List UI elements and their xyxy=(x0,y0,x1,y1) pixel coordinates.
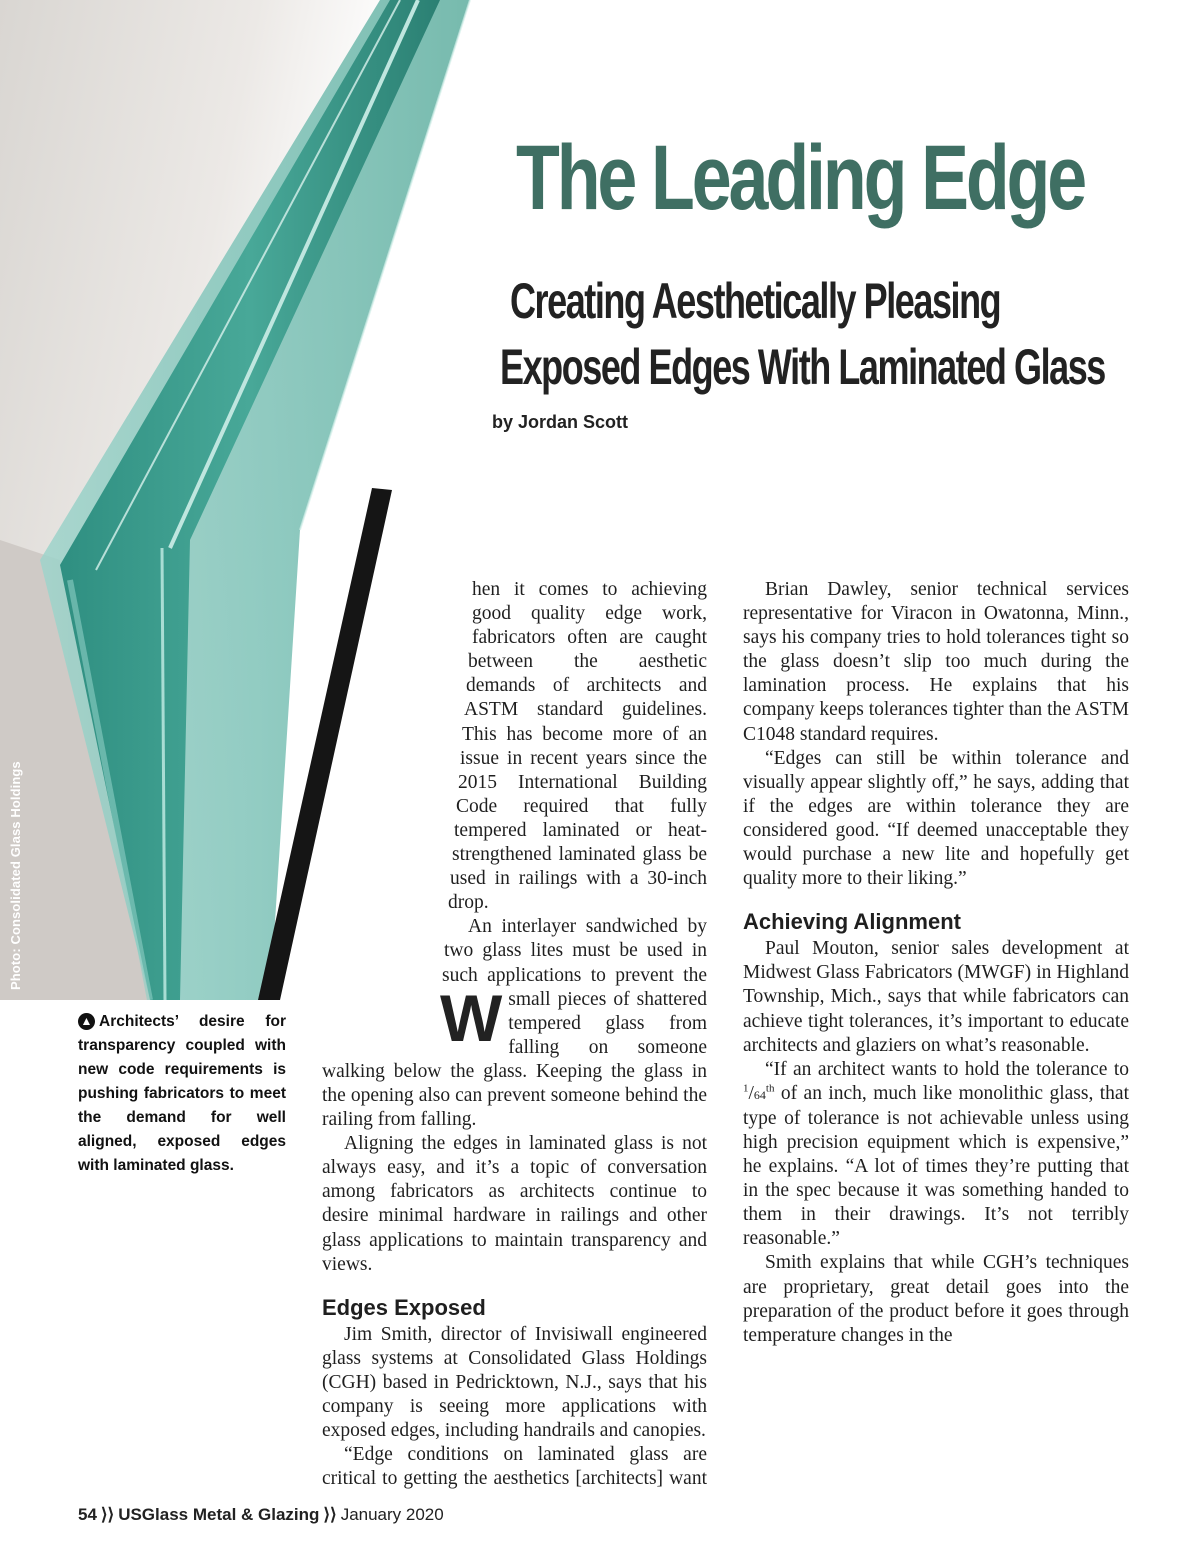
photo-credit: Photo: Consolidated Glass Holdings xyxy=(8,761,23,990)
article-paragraph: Smith explains that while CGH’s techniques are proprietary, great detail goes into the preparation of the product before it goes through temperature changes in the xyxy=(743,1252,1129,1346)
section-heading-achieving-alignment: Achieving Alignment xyxy=(743,909,961,935)
article-paragraph: “Edge conditions on laminated glass are critical to getting the aesthetics [architects] want xyxy=(322,1444,707,1490)
page-footer xyxy=(78,1505,444,1525)
article-paragraph: Paul Mouton, senior sales development at Midwest Glass Fabricators (MWGF) in Highland Township, Mich., says that while fabricators can achieve tight tolerances, it’s important to educate architects and glaziers on what’s reasonable. xyxy=(743,938,1129,1056)
caption-text: Architects’ desire for transparency coupled with new code requirements is pushing fabricators to meet the demand for well aligned, exposed edges with laminated glass. xyxy=(78,1013,286,1174)
fraction-numerator: 1 xyxy=(743,1082,749,1095)
section-heading-edges-exposed: Edges Exposed xyxy=(322,1294,486,1320)
arrow-up-icon: ▲ xyxy=(78,1013,95,1030)
byline: by Jordan Scott xyxy=(492,412,629,432)
article-subtitle-line-2: Exposed Edges With Laminated Glass xyxy=(500,339,1105,395)
footer-separator: ⟩⟩ xyxy=(323,1505,337,1524)
photo-caption xyxy=(78,1010,286,1178)
fraction-denominator: 64 xyxy=(753,1087,766,1102)
article-column-1 xyxy=(322,578,707,1490)
article-title: The Leading Edge xyxy=(516,127,1085,229)
article-paragraph: “If an architect wants to hold the tolerance to $^1$/64th of an inch, much like monolithic glass, that type of tolerance is not achievable unless using high precision equipment which is expensive,” he explains. “A lot of times they’re putting that in the spec because it was something handed to them in their drawings. It’s not terribly reasonable.” xyxy=(743,1058,1129,1250)
drop-cap: W xyxy=(440,980,503,1055)
page-number: 54 xyxy=(78,1505,97,1524)
fraction-ordinal: th xyxy=(765,1082,775,1095)
article-paragraph: Brian Dawley, senior technical services representative for Viracon in Owatonna, Minn., says his company tries to hold tolerances tight so the glass doesn’t slip too much during the lamination process. He explains that his company keeps tolerances tighter than the ASTM C1048 standard requires. xyxy=(743,579,1129,745)
article-subtitle-line-1: Creating Aesthetically Pleasing xyxy=(510,273,1001,329)
publication-name: USGlass Metal & Glazing xyxy=(118,1505,320,1524)
article-paragraph: Jim Smith, director of Invisiwall engineered glass systems at Consolidated Glass Holdings (CGH) based in Pedricktown, N.J., says that his company is seeing more applications with exposed edges, including handrails and canopies. xyxy=(322,1323,707,1442)
article-paragraph: Aligning the edges in laminated glass is not always easy, and it’s a topic of conversation among fabricators as architects continue to desire minimal hardware in railings and other glass applications to maintain transparency and views. xyxy=(322,1133,707,1275)
article-column-2 xyxy=(743,578,1129,1490)
article-paragraph: “Edges can still be within tolerance and visually appear slightly off,” he says, adding that if the edges are within tolerance they are considered good. “If deemed unacceptable they would purchase a new lite and hopefully get quality more to their liking.” xyxy=(743,747,1129,890)
article-paragraph: An interlayer sandwiched by two glass lites must be used in such applications to prevent the small pieces of shattered tempered glass from falling on someone walking below the glass. Keeping the glass in the opening also can prevent someone behind the railing from falling. xyxy=(322,916,707,1131)
article-paragraph: W hen it comes to achieving good quality edge work, fabricators often are caught between the aesthetic demands of architects and ASTM standard guidelines. This has become more of an issue in recent years since the 2015 International Building Code required that fully tempered laminated or heat-strengthened laminated glass be used in railings with a 30-inch drop. xyxy=(440,579,707,1055)
footer-separator: ⟩⟩ xyxy=(100,1505,115,1524)
issue-date: January 2020 xyxy=(340,1505,444,1524)
